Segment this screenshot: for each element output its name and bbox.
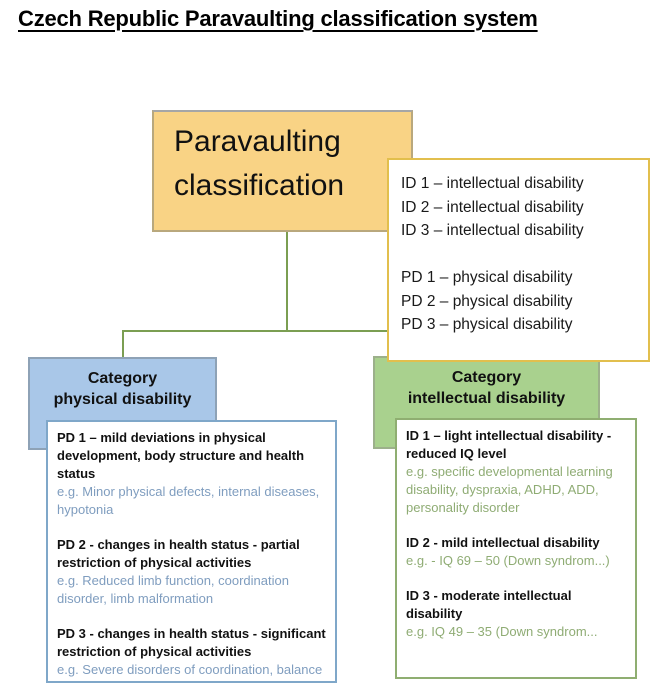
connector-root-vertical [286, 231, 288, 331]
category-intellectual-subtitle: intellectual disability [407, 390, 566, 407]
page-title: Czech Republic Paravaulting classification system [18, 6, 538, 31]
detail-heading-pd3: PD 3 - changes in health status - significant restriction of physical activities [57, 626, 326, 659]
legend-line-spacer [401, 243, 648, 267]
category-physical-title: Category [87, 370, 158, 387]
detail-heading-id3: ID 3 - moderate intellectual disability [406, 588, 572, 621]
legend-line-pd2: PD 2 – physical disability [401, 292, 573, 310]
detail-heading-pd2: PD 2 - changes in health status - partial restriction of physical activities [57, 537, 300, 570]
detail-heading-pd1: PD 1 – mild deviations in physical development, body structure and health status [57, 430, 305, 481]
detail-example-pd1: e.g. Minor physical defects, internal diseases, hypotonia [57, 484, 320, 517]
detail-item-id1 [406, 427, 626, 517]
detail-example-pd2: e.g. Reduced limb function, coordination disorder, limb malformation [57, 573, 289, 606]
detail-box-physical [46, 420, 337, 683]
detail-example-id1: e.g. specific developmental learning disability, dyspraxia, ADHD, ADD, personality disorder [406, 464, 613, 515]
detail-example-pd3: e.g. Severe disorders of coordination, balance [57, 662, 323, 677]
root-box [152, 110, 413, 232]
detail-item-pd1 [57, 429, 326, 519]
legend-box [387, 158, 650, 362]
legend-line-pd1: PD 1 – physical disability [401, 269, 573, 286]
legend-line-pd3: PD 3 – physical disability [401, 316, 573, 333]
detail-item-id2 [406, 534, 626, 570]
detail-item-id3 [406, 587, 626, 641]
detail-item-pd3 [57, 625, 326, 679]
legend-line-id2: ID 2 – intellectual disability [401, 198, 584, 216]
detail-example-id3: e.g. IQ 49 – 35 (Down syndrom... [406, 624, 598, 639]
detail-heading-id1: ID 1 – light intellectual disability - reduced IQ level [406, 428, 612, 461]
legend-line-id3: ID 3 – intellectual disability [401, 222, 584, 239]
root-box-label: Paravaulting classification [174, 125, 345, 202]
detail-heading-id2: ID 2 - mild intellectual disability [406, 535, 600, 550]
connector-physical-vertical [122, 330, 124, 359]
detail-box-intellectual [395, 418, 637, 679]
category-intellectual-title: Category [451, 369, 522, 386]
detail-example-id2: e.g. - IQ 69 – 50 (Down syndrom...) [406, 553, 610, 568]
detail-item-pd2 [57, 536, 326, 608]
legend-line-id1: ID 1 – intellectual disability [401, 175, 584, 192]
category-physical-subtitle: physical disability [53, 391, 192, 408]
